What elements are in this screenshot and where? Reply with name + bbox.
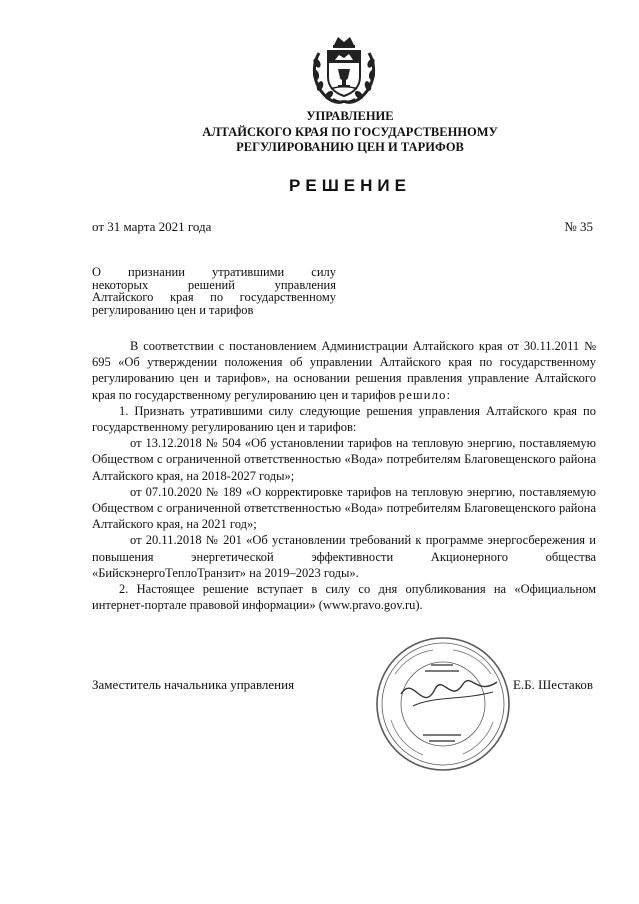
header-line-2: АЛТАЙСКОГО КРАЯ ПО ГОСУДАРСТВЕННОМУ [202,124,498,139]
document-title: РЕШЕНИЕ [289,176,411,195]
repealed-decision-2: от 07.10.2020 № 189 «О корректировке тарифов на тепловую энергию, поставляемую Обществом с ограниченной ответственностью «Вода» потребителям Благовещенского района Алтайского края, на 2021 год»; [92,484,596,532]
signer-position: Заместитель начальника управления [92,677,295,692]
repealed-decision-3: от 20.11.2018 № 201 «Об установлении требований к программе энергосбережения и повышения энергетической эффективности Акционерного общества «БийскэнергоТеплоТранзит» на 2019–2023 годы». [92,533,596,580]
coat-of-arms-icon [309,33,379,105]
document-subject [92,266,336,316]
intro-paragraph [92,338,596,403]
header-line-1: УПРАВЛЕНИЕ [306,109,394,123]
intro-text: В соответствии с постановлением Администрации Алтайского края от 30.11.2011 № 695 «Об утверждении положения об управлении Алтайского края по государственному регулированию цен и тарифов», на основании решения правления управление Алтайского края по государственному регулированию цен и тарифов [92,339,596,402]
subject-line: О признании утратившими силу [92,265,336,279]
document-number: № 35 [564,219,593,234]
authority-header [150,109,550,156]
clause-1: 1. Признать утратившими силу следующие решения управления Алтайского края по государственному регулированию цен и тарифов: [92,403,596,435]
repealed-decision-1: от 13.12.2018 № 504 «Об установлении тарифов на тепловую энергию, поставляемую Обществом с ограниченной ответственностью «Вода» потребителям Благовещенского района Алтайского края, на 2018-2027 годы»; [92,436,596,483]
signer-name: Е.Б. Шестаков [512,677,593,692]
intro-verb: решило: [398,387,452,402]
official-stamp-icon [373,634,513,774]
subject-line: регулированию цен и тарифов [92,302,254,317]
subject-line: некоторых решений управления [92,277,336,292]
clause-2: 2. Настоящее решение вступает в силу со дня опубликования на «Официальном интернет-портале правовой информации» (www.pravo.gov.ru). [92,582,596,613]
header-line-3: РЕГУЛИРОВАНИЮ ЦЕН И ТАРИФОВ [236,140,464,154]
document-date: от 31 марта 2021 года [92,219,212,234]
subject-line: Алтайского края по государственному [92,290,336,304]
document-body [92,338,596,613]
